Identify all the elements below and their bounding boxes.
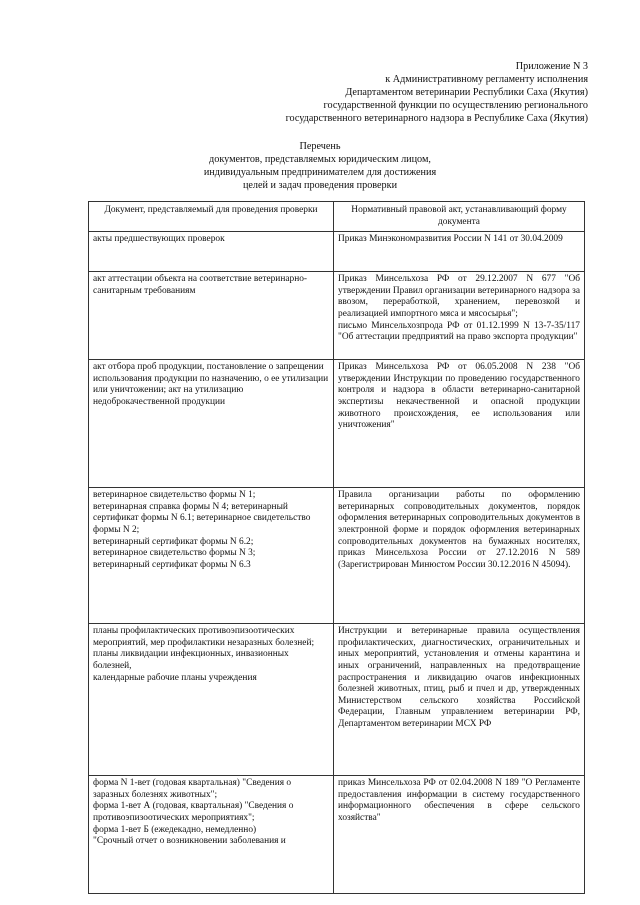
cell-text: планы ликвидации инфекционных, инвазионных болезней, <box>93 649 289 671</box>
cell-document <box>89 272 334 360</box>
appendix-line: Приложение N 3 <box>515 61 588 72</box>
table-row <box>89 232 585 272</box>
cell-text: календарные рабочие планы учреждения <box>93 672 257 683</box>
cell-legal-act <box>334 360 585 488</box>
cell-text: акт аттестации объекта на соответствие ветеринарно-санитарным требованиям <box>93 274 308 296</box>
appendix-line: Департаментом ветеринарии Республики Саха (Якутия) <box>345 87 588 98</box>
table-row <box>89 360 585 488</box>
title-line: документов, представляемых юридическим лицом, <box>209 154 431 165</box>
cell-text: форма N 1-вет (годовая квартальная) "Сведения о заразных болезнях животных"; <box>93 778 292 800</box>
cell-text: акт отбора проб продукции, постановление о запрещении использования продукции по назначению, о ее утилизации или уничтожении; акт на утилизацию недоброкачественной продукции <box>93 362 329 407</box>
cell-text: ветеринарный сертификат формы N 6.2; <box>93 536 254 547</box>
appendix-line: государственного ветеринарного надзора в Республике Саха (Якутия) <box>285 113 588 124</box>
cell-text: форма 1-вет А (годовая, квартальная) "Сведения о противоэпизоотических мероприятиях"; <box>93 801 294 823</box>
title-line: Перечень <box>299 141 341 152</box>
cell-text: форма 1-вет Б (ежедекадно, немедленно) <box>93 824 257 835</box>
cell-text: приказ Минсельхоза РФ от 02.04.2008 N 189 "О Регламенте предоставления информации в систему государственного информационного обеспечения в сфере сельского хозяйства" <box>338 778 580 823</box>
cell-document <box>89 360 334 488</box>
title-line: целей и задач проведения проверки <box>242 180 398 191</box>
appendix-line: государственной функции по осуществлению регионального <box>323 100 588 111</box>
table-body <box>89 232 585 894</box>
cell-text: Приказ Минсельхоза РФ от 06.05.2008 N 238 "Об утверждении Инструкции по проведению государственного контроля и надзора в области ветеринарно-санитарной экспертизы некачественной и опасной продукции животного происхождения, ее использования или уничтожения" <box>338 362 580 431</box>
cell-legal-act <box>334 488 585 624</box>
table-row <box>89 776 585 894</box>
cell-text: "Срочный отчет о возникновении заболевания и <box>93 836 286 847</box>
cell-text: Приказ Минэкономразвития России N 141 от 30.04.2009 <box>338 234 563 245</box>
cell-text: письмо Минсельхозпрода РФ от 01.12.1999 N 13-7-35/117 "Об аттестации предприятий на право экспорта продукции" <box>338 320 580 343</box>
cell-text: акты предшествующих проверок <box>93 234 225 245</box>
cell-text: ветеринарное свидетельство формы N 1; <box>93 490 256 501</box>
table-header-row <box>89 202 585 232</box>
title-line: индивидуальным предпринимателем для достижения <box>203 167 437 178</box>
cell-legal-act <box>334 776 585 894</box>
cell-document <box>89 624 334 776</box>
cell-legal-act <box>334 624 585 776</box>
table-row <box>89 488 585 624</box>
document-title <box>200 140 440 192</box>
cell-text: ветеринарное свидетельство формы N 3; <box>93 548 256 559</box>
cell-legal-act <box>334 232 585 272</box>
cell-text: Правила организации работы по оформлению ветеринарных сопроводительных документов, порядок оформления ветеринарных сопроводительных документов в электронной форме и порядок оформления ветеринарных сопроводительных документов на бумажных носителях, приказ Минсельхоза России от 27.12.2016 N 589 (Зарегистрирован Минюстом России 30.12.2016 N 45094). <box>338 490 580 570</box>
documents-table <box>88 201 585 894</box>
cell-document <box>89 232 334 272</box>
cell-legal-act <box>334 272 585 360</box>
cell-text: ветеринарный сертификат формы N 6.3 <box>93 559 251 570</box>
table-row <box>89 272 585 360</box>
cell-text: планы профилактических противоэпизоотических мероприятий, мер профилактики незаразных болезней; <box>93 626 315 648</box>
cell-document <box>89 488 334 624</box>
table-row <box>89 624 585 776</box>
header-legal-act: Нормативный правовой акт, устанавливающий форму документа <box>334 202 585 232</box>
cell-document <box>89 776 334 894</box>
appendix-header <box>188 60 588 125</box>
cell-text: ветеринарная справка формы N 4; ветеринарный сертификат формы N 6.1; ветеринарное свидетельство формы N 2; <box>93 501 311 535</box>
cell-text: Приказ Минсельхоза РФ от 29.12.2007 N 677 "Об утверждении Правил организации ветеринарного надзора за ввозом, переработкой, хранением, перевозкой и реализацией импортного мяса и мясосырья"; <box>338 274 580 319</box>
header-document: Документ, представляемый для проведения проверки <box>89 202 334 232</box>
appendix-line: к Административному регламенту исполнения <box>385 74 588 85</box>
cell-text: Инструкции и ветеринарные правила осуществления профилактических, диагностических, ограничительных и иных мероприятий, установления и отмены карантина и иных ограничений, направленных на предотвращение распространения и ликвидацию очагов инфекционных болезней животных, птиц, рыб и пчел и др, утвержденных Министерством сельского хозяйства Российской Федерации, Главным управлением ветеринарии РФ, Департаментом ветеринарии МСХ РФ <box>338 626 580 729</box>
